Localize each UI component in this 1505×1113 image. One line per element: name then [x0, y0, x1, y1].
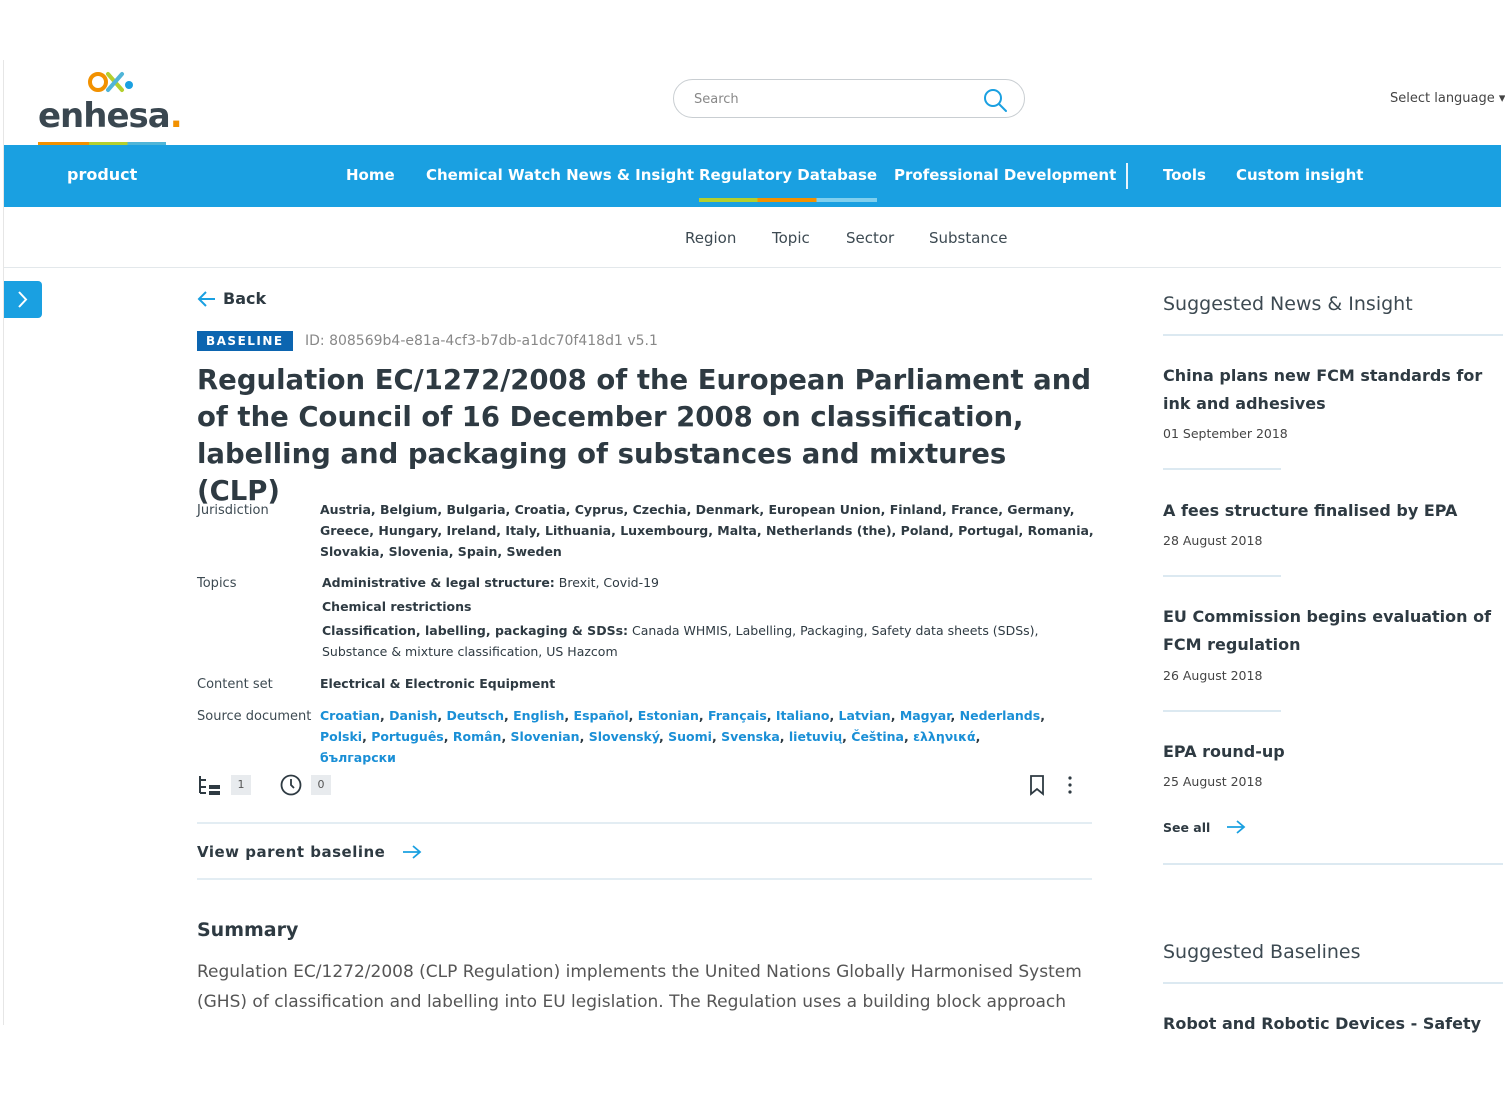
history-icon[interactable]: [279, 773, 303, 797]
news-item-date: 28 August 2018: [1163, 533, 1263, 548]
news-item-title[interactable]: China plans new FCM standards for ink and adhesives: [1163, 366, 1483, 413]
source-language-link[interactable]: Slovenian: [510, 729, 580, 744]
topic-item: Classification, labelling, packaging & SDSs: Canada WHMIS, Labelling, Packaging, Safety data sheets (SDSs), Substance & mixture classification, US Hazcom: [322, 623, 1039, 659]
news-item-title[interactable]: A fees structure finalised by EPA: [1163, 501, 1458, 520]
news-item-date: 26 August 2018: [1163, 668, 1263, 683]
topics-value: [322, 572, 1092, 662]
tree-count: 1: [231, 775, 251, 795]
language-selector[interactable]: Select language ▾: [1390, 91, 1505, 106]
baseline-badge: BASELINE: [197, 331, 293, 351]
history-count: 0: [311, 775, 331, 795]
source-language-link[interactable]: Italiano: [775, 708, 830, 723]
nav-regulatory-database[interactable]: Regulatory Database: [699, 166, 878, 184]
source-language-link[interactable]: ελληνικά: [913, 729, 976, 744]
logo-mark-icon: [86, 68, 138, 94]
source-language-link[interactable]: Nederlands: [959, 708, 1041, 723]
see-all-link[interactable]: See all: [1163, 819, 1247, 835]
source-language-link[interactable]: Român: [452, 729, 502, 744]
chevron-right-icon: [4, 281, 42, 318]
jurisdiction-value: Austria, Belgium, Bulgaria, Croatia, Cyprus, Czechia, Denmark, European Union, Finland, France, Germany, Greece, Hungary, Ireland, Italy, Lithuania, Luxembourg, Malta, Netherlands (the), Poland, Portugal, Romania, Slovakia, Slovenia, Spain, Sweden: [320, 502, 1094, 559]
jurisdiction-label: Jurisdiction: [197, 503, 269, 518]
subnav-topic[interactable]: Topic: [772, 229, 810, 247]
main-navbar: [4, 145, 1501, 207]
source-language-link[interactable]: Français: [707, 708, 767, 723]
topics-label: Topics: [197, 576, 237, 591]
source-language-link[interactable]: Latvian: [838, 708, 891, 723]
source-language-link[interactable]: Estonian: [637, 708, 699, 723]
source-language-link[interactable]: Croatian: [320, 708, 380, 723]
nav-separator: [1126, 163, 1128, 189]
view-parent-baseline-link[interactable]: View parent baseline: [197, 843, 423, 861]
document-actions-row: [197, 772, 1092, 800]
nav-chemical-watch[interactable]: Chemical Watch News & Insight: [426, 166, 695, 184]
more-options-icon[interactable]: [1065, 774, 1075, 796]
back-link[interactable]: Back: [223, 289, 267, 308]
topic-item: Administrative & legal structure: Brexit, Covid-19: [322, 575, 660, 590]
divider: [1163, 710, 1281, 712]
source-language-link[interactable]: Svenska: [721, 729, 780, 744]
search-box[interactable]: [673, 79, 1025, 118]
source-language-link[interactable]: English: [513, 708, 565, 723]
subnav-sector[interactable]: Sector: [846, 229, 895, 247]
search-icon[interactable]: [982, 87, 1008, 113]
topic-item: Chemical restrictions: [322, 599, 472, 614]
source-language-link[interactable]: Polski: [320, 729, 363, 744]
news-item-date: 01 September 2018: [1163, 426, 1288, 441]
divider: [1163, 863, 1503, 865]
subnav-region[interactable]: Region: [685, 229, 737, 247]
document-id: ID: 808569b4-e81a-4cf3-b7db-a1dc70f418d1 v5.1: [305, 333, 658, 349]
source-language-link[interactable]: Danish: [389, 708, 438, 723]
divider: [197, 878, 1092, 880]
divider: [1163, 982, 1503, 984]
news-item-title[interactable]: EU Commission begins evaluation of FCM regulation: [1163, 607, 1492, 654]
nav-home[interactable]: Home: [346, 166, 395, 184]
logo-wordmark: enhesa.: [38, 96, 182, 136]
source-document-label: Source document: [197, 709, 312, 724]
news-item-date: 25 August 2018: [1163, 774, 1263, 789]
page-title: Regulation EC/1272/2008 of the European Parliament and of the Council of 16 December 2008 on classification, labelling and packaging of substances and mixtures (CLP): [197, 364, 1092, 507]
arrow-right-icon: [1225, 819, 1247, 835]
source-document-links: Croatian, Danish, Deutsch, English, Español, Estonian, Français, Italiano, Latvian, Magyar, Nederlands, Polski, Português, Român, Slovenian, Slovenský, Suomi, Svenska, lietuvių, Čeština, ελληνικά, български: [320, 708, 1045, 765]
news-item-title[interactable]: EPA round-up: [1163, 742, 1285, 761]
divider: [1163, 575, 1281, 577]
nav-professional-development[interactable]: Professional Development: [894, 166, 1117, 184]
chevron-down-icon: ▾: [1498, 91, 1505, 106]
source-language-link[interactable]: lietuvių: [788, 729, 843, 744]
source-language-link[interactable]: Magyar: [899, 708, 951, 723]
source-language-link[interactable]: Español: [573, 708, 629, 723]
subnav-substance[interactable]: Substance: [929, 229, 1008, 247]
source-language-link[interactable]: Deutsch: [446, 708, 505, 723]
sub-navbar: [4, 207, 1501, 268]
brand-product-label[interactable]: product: [67, 165, 138, 184]
source-language-link[interactable]: български: [320, 750, 396, 765]
divider: [197, 822, 1092, 824]
divider: [1163, 334, 1503, 336]
summary-text: Regulation EC/1272/2008 (CLP Regulation) implements the United Nations Globally Harmonised System (GHS) of classification and labelling into EU legislation. The Regulation uses a building block approach: [197, 962, 1082, 1012]
source-language-link[interactable]: Suomi: [668, 729, 712, 744]
arrow-right-icon: [401, 844, 423, 860]
baseline-item-title[interactable]: Robot and Robotic Devices - Safety: [1163, 1014, 1482, 1033]
source-language-link[interactable]: Slovenský: [588, 729, 660, 744]
content-set-value: Electrical & Electronic Equipment: [320, 676, 556, 691]
search-input[interactable]: [694, 89, 974, 109]
tree-structure-icon[interactable]: [197, 772, 223, 798]
content-set-label: Content set: [197, 677, 273, 692]
app-frame: [3, 60, 1505, 1033]
enhesa-logo[interactable]: [38, 68, 182, 148]
nav-custom-insight[interactable]: Custom insight: [1236, 166, 1364, 184]
divider: [1163, 468, 1281, 470]
nav-tools[interactable]: Tools: [1163, 166, 1206, 184]
suggested-baselines-heading: Suggested Baselines: [1163, 941, 1361, 963]
sidebar-toggle-button[interactable]: [4, 281, 42, 318]
source-language-link[interactable]: Português: [371, 729, 444, 744]
source-language-link[interactable]: Čeština: [851, 729, 904, 744]
bookmark-icon[interactable]: [1027, 774, 1047, 796]
suggested-news-heading: Suggested News & Insight: [1163, 293, 1413, 315]
arrow-left-icon[interactable]: [196, 289, 218, 309]
summary-heading: Summary: [197, 919, 299, 941]
